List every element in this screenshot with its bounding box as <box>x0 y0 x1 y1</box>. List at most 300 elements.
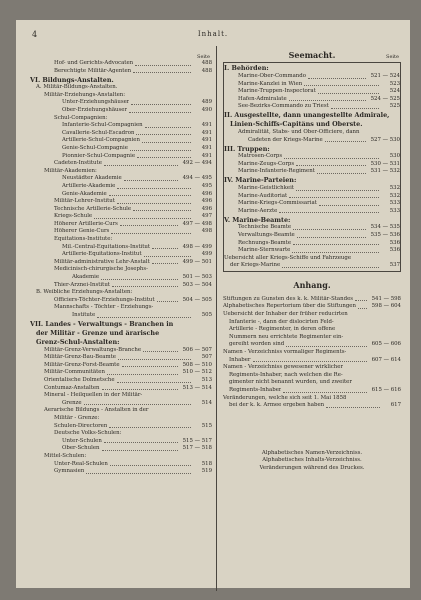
toc-entry <box>30 354 212 362</box>
leader-dots <box>289 197 379 198</box>
toc-entry <box>223 364 401 372</box>
toc-entry-title: Namen - Verzeichniss vormaliger Regiments- <box>223 349 347 356</box>
toc-entry <box>224 111 400 120</box>
toc-entry-title: Schul-Compagnien: <box>54 114 108 121</box>
toc-entry-page: 519 <box>201 468 212 475</box>
toc-entry-page: 521 — 524 <box>370 73 400 79</box>
toc-entry <box>30 445 212 453</box>
toc-entry <box>223 395 401 403</box>
leader-dots <box>308 78 366 79</box>
toc-entry-title: Infanterie-Schul-Compagnien <box>62 122 143 129</box>
toc-entry-page: 536 <box>389 247 400 254</box>
toc-entry-page: 505 <box>201 312 212 318</box>
toc-entry <box>30 168 212 176</box>
leader-dots <box>131 104 191 105</box>
toc-entry-title: Grenz-Schul-Anstalten: <box>36 339 120 346</box>
toc-entry-title: II. Ausgestellte, dann unangestellte Admirale, <box>224 112 390 120</box>
toc-entry-title: Pionnier-Schul-Compagnie <box>62 152 136 159</box>
leader-dots <box>293 229 366 230</box>
toc-entry-title: Alphabetisches Repertorium über die Stiftungen <box>223 303 356 310</box>
toc-entry-page: 489 <box>201 99 212 106</box>
leader-dots <box>355 300 367 301</box>
leader-dots <box>136 134 191 135</box>
leader-dots <box>122 366 178 367</box>
toc-entry <box>223 326 401 334</box>
toc-entry-page: 515 <box>201 422 212 429</box>
toc-entry-title: Marine-Aerzte <box>238 207 278 214</box>
toc-entry-title: Genie-Akademie <box>62 190 107 197</box>
toc-entry-page: 523 <box>389 80 400 87</box>
toc-entry-page: 530 <box>389 153 400 160</box>
running-head: Inhalt. <box>197 30 229 38</box>
toc-entry-page: 510 — 512 <box>182 369 212 376</box>
toc-entry <box>30 338 212 347</box>
toc-entry <box>223 319 401 327</box>
toc-entry-page: 504 — 505 <box>182 296 212 303</box>
leader-dots <box>97 317 191 318</box>
toc-entry <box>223 379 401 387</box>
toc-entry-page: 507 <box>201 354 212 361</box>
leader-dots <box>304 85 379 86</box>
toc-entry-page: 530 — 531 <box>370 160 400 167</box>
toc-entry <box>30 137 212 145</box>
toc-entry <box>30 312 212 320</box>
toc-entry-title: Militär - Grenze: <box>54 414 100 421</box>
toc-entry <box>30 92 212 100</box>
toc-entry <box>224 88 400 96</box>
toc-entry-title: Marine-Geistlichkeit <box>238 184 294 191</box>
toc-entry-page: 524 <box>389 88 400 95</box>
toc-entry-title: Technische Beamte <box>238 224 292 231</box>
toc-entry-title: Marine-Kriegs-Commissariat <box>238 200 317 207</box>
toc-entry-title: V. Marine-Beamte: <box>224 216 291 224</box>
leader-dots <box>326 407 380 408</box>
leader-dots <box>297 237 366 238</box>
toc-entry <box>30 75 212 84</box>
toc-entry-title: Verwaltungs-Beamte <box>238 231 295 238</box>
toc-entry <box>30 430 212 438</box>
toc-entry <box>224 232 400 240</box>
toc-entry <box>30 221 212 229</box>
toc-entry-page: 617 <box>390 402 401 409</box>
toc-entry-title: Grenze <box>62 399 82 406</box>
toc-entry-title: Artillerie-Schul-Compagnien <box>62 137 140 144</box>
toc-entry-title: Contumaz-Anstalten <box>44 384 100 391</box>
book-page <box>16 20 410 588</box>
toc-entry <box>224 215 400 224</box>
toc-entry <box>30 84 212 92</box>
toc-entry-page: 491 <box>201 137 212 144</box>
toc-entry-page: 503 — 504 <box>182 281 212 288</box>
toc-entry-title: VI. Bildungs-Anstalten. <box>30 76 114 84</box>
index-line: Alphabetisches Inhalts-Verzeichniss. <box>262 457 362 464</box>
toc-entry-title: Veränderungen, welche sich seit 1. Mai 1858 <box>223 394 347 401</box>
toc-entry <box>30 213 212 221</box>
toc-entry <box>30 198 212 206</box>
toc-entry-page: 496 <box>201 198 212 205</box>
toc-entry <box>224 103 400 111</box>
leader-dots <box>145 127 191 128</box>
leader-dots <box>86 473 191 474</box>
toc-entry-page: 491 <box>201 129 212 136</box>
leader-dots <box>129 112 191 113</box>
leader-dots <box>107 374 178 375</box>
toc-entry <box>30 282 212 290</box>
index-line: Veränderungen während des Druckes. <box>259 464 365 471</box>
toc-entry-title: Schulen-Directoren <box>54 422 108 429</box>
toc-entry-title: Mannschafts - Töchter - Erziehungs- <box>54 304 154 311</box>
leader-dots <box>111 233 191 234</box>
leader-dots <box>102 389 178 390</box>
toc-entry-title: Uebersicht der Inhaber der früher reducirten <box>223 311 348 318</box>
toc-entry <box>223 334 401 342</box>
toc-entry <box>30 183 212 191</box>
toc-entry <box>30 362 212 370</box>
toc-entry-page: 497 — 498 <box>182 220 212 227</box>
toc-entry-page: 491 <box>201 152 212 159</box>
toc-entry <box>224 168 400 176</box>
page-number: 4 <box>32 30 38 39</box>
toc-entry-title: Unter-Erziehungshäuser <box>62 99 130 106</box>
index-list <box>223 450 401 473</box>
toc-entry <box>30 392 212 400</box>
toc-entry-title: Höherer Artillerie-Curs <box>54 220 118 227</box>
toc-entry-page: 605 — 606 <box>371 341 401 348</box>
toc-entry-title: Marine-Truppen-Inspectorat <box>238 88 316 95</box>
toc-entry-page: 491 <box>201 122 212 129</box>
leader-dots <box>135 65 191 66</box>
toc-entry-title: Hof- und Gerichts-Advocaten <box>54 60 134 66</box>
toc-entry-title: Inhaber <box>229 356 251 363</box>
toc-entry-page: 518 <box>201 460 212 467</box>
toc-entry-title: Militär-Akademien: <box>44 167 97 174</box>
toc-entry-page: 496 <box>201 190 212 197</box>
toc-entry-title: Berechtigte Militär-Agenten <box>54 67 132 74</box>
toc-entry <box>224 64 400 73</box>
anhang-title: Anhang. <box>293 279 331 290</box>
toc-entry-title: Marine-Ober-Commando <box>238 73 306 79</box>
leader-dots <box>144 256 191 257</box>
toc-entry-title: gimenter nicht benannt wurden, und zweiter <box>229 379 352 386</box>
toc-entry <box>224 176 400 185</box>
toc-entry-title: Thier-Arznei-Institut <box>54 281 110 288</box>
toc-entry-title: Kriegs-Schule <box>54 213 93 220</box>
leader-dots <box>296 190 379 191</box>
toc-entry <box>30 259 212 267</box>
toc-entry <box>223 372 401 380</box>
toc-entry <box>224 73 400 81</box>
toc-entry-title: Marine-Zeugs-Corps <box>238 160 295 167</box>
toc-entry-title: Marine-Auditoriat <box>238 192 288 199</box>
toc-entry <box>30 415 212 423</box>
toc-entry <box>223 296 401 304</box>
toc-entry-title: Gymnasien <box>54 468 85 475</box>
toc-entry <box>30 369 212 377</box>
toc-entry <box>224 240 400 248</box>
toc-entry <box>224 161 400 169</box>
leader-dots <box>117 188 191 189</box>
toc-entry-title: Orientalische Dolmetsche <box>44 376 115 383</box>
toc-entry-title: Militär-Lehrer-Institut <box>54 198 115 205</box>
leader-dots <box>94 218 191 219</box>
toc-entry <box>30 468 212 476</box>
seite-label-left: Seite <box>197 54 210 60</box>
toc-entry <box>30 289 212 297</box>
toc-entry <box>223 349 401 357</box>
toc-entry-title: Mil.-Central-Equitations-Institut <box>62 243 151 250</box>
toc-entry <box>223 357 401 365</box>
leader-dots <box>358 308 367 309</box>
toc-entry-page: 537 <box>389 262 400 269</box>
toc-entry-title: I. Behörden: <box>224 65 269 73</box>
toc-entry-title: Marine-Infanterie-Regiment <box>238 168 315 175</box>
toc-entry <box>223 341 401 349</box>
leader-dots <box>117 382 191 383</box>
seite-label-right: Seite <box>386 54 399 60</box>
leader-dots <box>109 427 191 428</box>
leader-dots <box>284 158 379 159</box>
toc-entry <box>30 115 212 123</box>
toc-entry <box>223 311 401 319</box>
toc-entry-title: Ober-Erziehungshäuser <box>62 106 128 113</box>
toc-entry-title: Linien-Schiffs-Capitäns und Oberste. <box>230 121 363 129</box>
toc-entry-title: bei der k. k. Armee ergeben haben <box>229 402 325 409</box>
toc-entry-page: 517 — 518 <box>182 445 212 452</box>
toc-entry-title: Unter-Real-Schulen <box>54 460 108 467</box>
toc-entry-title: III. Truppen: <box>224 145 270 153</box>
toc-entry-title: Regiments-Inhaber <box>229 387 282 393</box>
toc-entry <box>224 185 400 193</box>
leader-dots <box>282 267 379 268</box>
toc-entry <box>224 224 400 232</box>
toc-entry <box>224 144 400 153</box>
toc-entry <box>30 206 212 214</box>
toc-entry <box>224 208 400 216</box>
leader-dots <box>253 361 367 362</box>
toc-entry-page: 498 <box>201 228 212 235</box>
leader-dots <box>142 142 191 143</box>
toc-entry <box>30 99 212 107</box>
toc-entry-title: der Militär - Grenze und ärarische <box>36 330 160 337</box>
leader-dots <box>112 286 178 287</box>
toc-entry <box>30 329 212 338</box>
leader-dots <box>289 100 366 101</box>
leader-dots <box>157 301 178 302</box>
index-line: Alphabetisches Namen-Verzeichniss. <box>261 449 363 456</box>
toc-entry <box>30 60 212 68</box>
toc-entry-page: 533 <box>389 200 400 207</box>
leader-dots <box>102 450 178 451</box>
toc-entry-page: 513 <box>201 376 212 383</box>
toc-entry-title: Institute <box>72 312 96 318</box>
toc-entry <box>30 320 212 329</box>
toc-entry <box>224 96 400 104</box>
toc-entry-page: 495 <box>201 182 212 189</box>
toc-entry-page: 525 <box>389 103 400 110</box>
toc-entry-title: See-Bezirks-Commando zu Triest <box>238 103 329 110</box>
toc-entry-title: Marine-Sternwarte <box>238 247 291 254</box>
toc-entry <box>30 145 212 153</box>
toc-entry <box>30 423 212 431</box>
toc-entry <box>30 107 212 115</box>
toc-entry <box>30 236 212 244</box>
toc-entry-title: Ober-Schulen <box>62 445 100 452</box>
toc-entry <box>224 193 400 201</box>
toc-entry <box>224 262 400 270</box>
toc-entry <box>224 200 400 208</box>
toc-entry <box>30 385 212 393</box>
toc-entry-title: Hafen-Admiralate <box>238 95 287 102</box>
leader-dots <box>292 252 379 253</box>
toc-entry <box>224 137 400 145</box>
toc-entry-title: VII. Landes - Verwaltungs - Branchen in <box>30 321 174 328</box>
leader-dots <box>109 195 191 196</box>
toc-entry <box>224 129 400 137</box>
toc-entry <box>30 274 212 282</box>
toc-entry-page: 541 — 598 <box>371 295 401 302</box>
toc-entry-page: 533 <box>389 207 400 214</box>
toc-entry <box>224 120 400 129</box>
toc-entry-title: Equitations-Institute: <box>54 236 113 243</box>
leader-dots <box>152 263 178 264</box>
toc-entry-title: Artillerie-Equitations-Institut <box>62 251 142 258</box>
leader-dots <box>317 173 366 174</box>
toc-entry-page: 494 — 495 <box>182 175 212 182</box>
toc-entry <box>30 400 212 408</box>
toc-entry <box>30 122 212 130</box>
toc-entry-title: Technische Artillerie-Schule <box>54 205 132 212</box>
leader-dots <box>325 141 366 142</box>
toc-entry <box>30 251 212 259</box>
toc-entry <box>224 153 400 161</box>
leader-dots <box>152 248 178 249</box>
toc-entry-title: Cavallerie-Schul-Escadron <box>62 129 135 136</box>
toc-entry-page: 496 <box>201 205 212 212</box>
toc-entry-title: Marine-Kanzlei in Wien <box>238 80 303 87</box>
leader-dots <box>279 212 379 213</box>
leader-dots <box>117 203 191 204</box>
toc-entry <box>30 407 212 415</box>
toc-entry <box>30 68 212 76</box>
toc-entry-page: 488 <box>201 60 212 66</box>
toc-entry-page: 508 — 510 <box>182 361 212 368</box>
toc-entry <box>30 438 212 446</box>
seemacht-box <box>223 62 401 272</box>
toc-entry-title: Akademie <box>72 274 100 281</box>
toc-entry <box>30 461 212 469</box>
toc-entry-title: Admiralität, Stabs- und Ober-Officiere, dann <box>238 128 360 135</box>
leader-dots <box>133 210 191 211</box>
leader-dots <box>120 225 178 226</box>
toc-entry-title: Infanterie -, dann der dislocirten Feld- <box>229 318 334 325</box>
toc-entry-title: Namen - Verzeichniss gewesener wirklicher <box>223 364 344 371</box>
toc-entry-page: 490 <box>201 106 212 113</box>
toc-entry-title: der Kriegs-Marine <box>230 262 281 269</box>
right-entries <box>224 64 400 270</box>
leader-dots <box>110 465 191 466</box>
anhang-entries <box>223 296 401 410</box>
toc-entry-page: 497 <box>201 213 212 220</box>
toc-entry <box>224 255 400 263</box>
toc-entry-title: Militär-Grenz-Forst-Beamte <box>44 361 120 368</box>
toc-entry-title: Medicinisch-chirurgische Josephs- <box>54 266 148 273</box>
toc-entry-page: 532 <box>389 192 400 199</box>
toc-entry-title: Regiments-Inhaber, nach welchen die Re- <box>229 371 343 378</box>
toc-entry-title: Mittel-Schulen: <box>44 452 87 459</box>
toc-entry <box>30 160 212 168</box>
leader-dots <box>118 359 191 360</box>
left-column <box>30 46 217 591</box>
toc-entry-title: Artillerie - Regimenter, in deren offene <box>229 326 336 333</box>
leader-dots <box>124 180 178 181</box>
toc-entry-page: 524 — 525 <box>370 95 400 102</box>
toc-entry <box>30 297 212 305</box>
toc-entry-title: B. Weibliche Erziehungs-Anstalten: <box>36 289 133 296</box>
seemacht-title: Seemacht. <box>288 50 336 60</box>
leader-dots <box>133 72 191 73</box>
toc-entry <box>223 387 401 395</box>
toc-entry-title: Rechnungs-Beamte <box>238 239 292 246</box>
toc-entry <box>30 244 212 252</box>
toc-entry-page: 532 <box>389 184 400 191</box>
toc-entry-page: 536 <box>389 239 400 246</box>
leader-dots <box>296 165 365 166</box>
toc-entry-title: Stiftungen zu Gunsten des k. k. Militär-Standes <box>223 295 354 302</box>
leader-dots <box>137 157 191 158</box>
toc-entry-title: Höherer Genie-Curs <box>54 228 110 235</box>
toc-entry-page: 598 — 604 <box>371 303 401 310</box>
toc-entry <box>30 304 212 312</box>
toc-entry-page: 615 — 616 <box>371 387 401 393</box>
toc-entry-title: Officiers-Töchter-Erziehungs-Institut <box>54 296 155 303</box>
leader-dots <box>143 351 178 352</box>
toc-entry-title: IV. Marine-Parteien: <box>224 177 297 185</box>
toc-entry-title: Militär-Grenz-Bau-Beamte <box>44 354 116 361</box>
toc-entry-page: 535 — 536 <box>370 231 400 238</box>
toc-entry-title: Cadeten-Institute <box>54 160 102 167</box>
toc-entry-title: Militär-Communitäten <box>44 369 105 376</box>
toc-entry-page: 514 <box>201 399 212 406</box>
toc-entry-page: 513 — 514 <box>182 384 212 391</box>
toc-entry <box>30 228 212 236</box>
toc-entry-page: 499 <box>201 251 212 258</box>
toc-entry-title: gereiht worden sind <box>229 341 285 348</box>
toc-entry-page: 492 — 494 <box>182 160 212 167</box>
toc-entry <box>223 402 401 410</box>
toc-entry-title: Deutsche Volks-Schulen: <box>54 430 122 437</box>
toc-entry-page: 515 — 517 <box>182 437 212 444</box>
toc-entry <box>30 347 212 355</box>
leader-dots <box>319 205 379 206</box>
toc-entry <box>30 377 212 385</box>
toc-entry-title: Artillerie-Akademie <box>62 182 116 189</box>
toc-entry-page: 491 <box>201 144 212 151</box>
toc-entry-page: 607 — 614 <box>371 356 401 363</box>
leader-dots <box>286 346 366 347</box>
toc-entry-page: 506 — 507 <box>182 346 212 353</box>
toc-entry-page: 527 — 530 <box>370 136 400 143</box>
toc-entry-page: 501 — 503 <box>182 274 212 281</box>
toc-entry-title: Uebersicht aller Kriegs-Schiffe und Fahrzeuge <box>224 254 352 261</box>
toc-entry-page: 488 <box>201 67 212 74</box>
toc-entry-title: Militär-Grenz-Verwaltungs-Branche <box>44 346 142 353</box>
toc-entry <box>30 266 212 274</box>
leader-dots <box>331 108 379 109</box>
leader-dots <box>283 392 366 393</box>
toc-entry <box>30 153 212 161</box>
toc-entry-title: Unter-Schulen <box>62 437 102 444</box>
toc-entry-title: Genie-Schul-Compagnie <box>62 144 128 151</box>
